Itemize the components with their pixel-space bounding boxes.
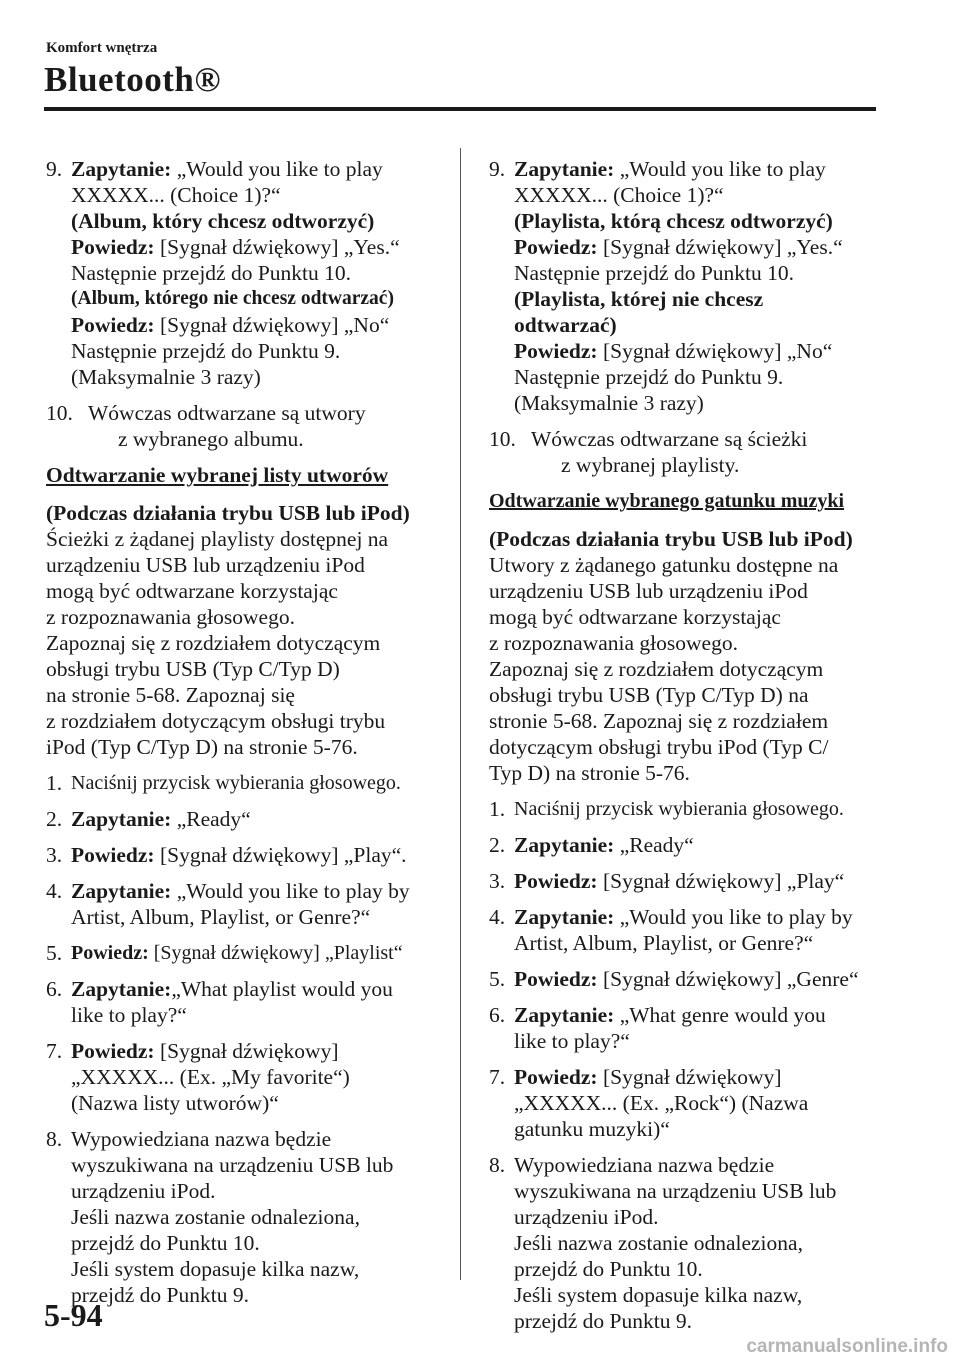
step-number: 8. xyxy=(46,1127,63,1151)
prompt-text: „What genre would you xyxy=(614,1003,826,1027)
say-text: [Sygnał dźwiękowy] „Play“ xyxy=(597,869,845,893)
intro-line: iPod (Typ C/Typ D) na stronie 5-76. xyxy=(46,735,358,759)
intro-line: na stronie 5-68. Zapoznaj się xyxy=(46,683,295,707)
step-text: przejdź do Punktu 9. xyxy=(71,1283,249,1307)
step-text: przejdź do Punktu 10. xyxy=(71,1231,260,1255)
step-text: Naciśnij przycisk wybierania głosowego. xyxy=(71,772,401,794)
left-step-5 xyxy=(46,940,446,966)
mode-condition: (Podczas działania trybu USB lub iPod) xyxy=(489,527,853,551)
next-step-text: Następnie przejdź do Punktu 10. xyxy=(514,261,795,285)
prompt-text: „Would you like to play xyxy=(171,157,383,181)
step-text: Wówczas odtwarzane są ścieżki xyxy=(531,427,808,451)
prompt-label: Zapytanie: xyxy=(71,157,172,181)
step-text: wyszukiwana na urządzeniu USB lub xyxy=(514,1179,837,1203)
step-number: 10. xyxy=(46,401,73,425)
prompt-text-cont: XXXXX... (Choice 1)?“ xyxy=(71,183,281,207)
say-text: [Sygnał dźwiękowy] „Playlist“ xyxy=(148,942,403,964)
step-text: urządzeniu iPod. xyxy=(514,1205,659,1229)
say-text: [Sygnał dźwiękowy] xyxy=(597,1065,782,1089)
column-divider xyxy=(460,148,461,1280)
say-label: Powiedz: xyxy=(71,843,155,867)
left-step-10 xyxy=(46,400,446,452)
step-text: Wówczas odtwarzane są utwory xyxy=(88,401,366,425)
step-number: 10. xyxy=(489,427,516,451)
prompt-label: Zapytanie: xyxy=(71,977,172,1001)
left-step-1 xyxy=(46,770,446,796)
prompt-label: Zapytanie: xyxy=(71,807,172,831)
prompt-label: Zapytanie: xyxy=(514,905,615,929)
intro-line: obsługi trybu USB (Typ C/Typ D) na xyxy=(489,683,809,707)
step-text: Jeśli nazwa zostanie odnaleziona, xyxy=(514,1231,803,1255)
prompt-text-cont: like to play?“ xyxy=(514,1029,630,1053)
next-step-text: Następnie przejdź do Punktu 10. xyxy=(71,261,352,285)
right-step-7 xyxy=(489,1064,889,1142)
prompt-text: „Would you like to play xyxy=(614,157,826,181)
right-step-10 xyxy=(489,426,889,478)
intro-line: Utwory z żądanego gatunku dostępne na xyxy=(489,553,839,577)
section-label: Komfort wnętrza xyxy=(46,40,158,56)
next-step-text: Następnie przejdź do Punktu 9. xyxy=(71,339,341,363)
intro-line: stronie 5-68. Zapoznaj się z rozdziałem xyxy=(489,709,829,733)
step-text-cont: z wybranej playlisty. xyxy=(561,453,740,477)
say-text-cont: „XXXXX... (Ex. „My favorite“) xyxy=(71,1065,350,1089)
intro-line: mogą być odtwarzane korzystając xyxy=(46,579,338,603)
step-number: 4. xyxy=(489,905,506,929)
say-text-cont: gatunku muzyki)“ xyxy=(514,1117,670,1141)
step-text-cont: z wybranego albumu. xyxy=(118,427,304,451)
max-repeat-text: (Maksymalnie 3 razy) xyxy=(71,365,261,389)
prompt-text-cont: like to play?“ xyxy=(71,1003,187,1027)
step-text: Jeśli system dopasuje kilka nazw, xyxy=(514,1283,803,1307)
prompt-label: Zapytanie: xyxy=(514,833,615,857)
say-text: [Sygnał dźwiękowy] „Yes.“ xyxy=(597,235,843,259)
say-text: [Sygnał dźwiękowy] „Yes.“ xyxy=(154,235,400,259)
chapter-title: Bluetooth® xyxy=(44,60,221,99)
step-number: 6. xyxy=(46,977,63,1001)
step-number: 5. xyxy=(46,941,63,965)
prompt-text-cont: Artist, Album, Playlist, or Genre?“ xyxy=(71,905,371,929)
left-step-8 xyxy=(46,1126,446,1308)
step-number: 2. xyxy=(489,833,506,857)
intro-line: z rozpoznawania głosowego. xyxy=(489,631,738,655)
right-step-4 xyxy=(489,904,889,956)
intro-line: urządzeniu USB lub urządzeniu iPod xyxy=(489,579,808,603)
condition-yes: (Playlista, którą chcesz odtworzyć) xyxy=(514,209,833,233)
section-heading: Odtwarzanie wybranego gatunku muzyki xyxy=(489,490,845,512)
left-step-6 xyxy=(46,976,446,1028)
left-step-3 xyxy=(46,842,446,868)
step-number: 3. xyxy=(46,843,63,867)
max-repeat-text: (Maksymalnie 3 razy) xyxy=(514,391,704,415)
say-label: Powiedz: xyxy=(71,1039,155,1063)
intro-line: urządzeniu USB lub urządzeniu iPod xyxy=(46,553,365,577)
right-step-2 xyxy=(489,832,889,858)
section-heading: Odtwarzanie wybranej listy utworów xyxy=(46,463,389,487)
prompt-label: Zapytanie: xyxy=(514,157,615,181)
say-label: Powiedz: xyxy=(514,1065,598,1089)
step-number: 6. xyxy=(489,1003,506,1027)
say-text: [Sygnał dźwiękowy] „Genre“ xyxy=(597,967,859,991)
step-text: Jeśli system dopasuje kilka nazw, xyxy=(71,1257,360,1281)
left-step-7 xyxy=(46,1038,446,1116)
right-step-5 xyxy=(489,966,889,992)
intro-paragraph xyxy=(46,526,446,760)
prompt-text-cont: XXXXX... (Choice 1)?“ xyxy=(514,183,724,207)
prompt-text: „What playlist would you xyxy=(171,977,393,1001)
left-column xyxy=(46,156,446,1318)
intro-line: mogą być odtwarzane korzystając xyxy=(489,605,781,629)
step-number: 9. xyxy=(489,157,506,181)
step-text: wyszukiwana na urządzeniu USB lub xyxy=(71,1153,394,1177)
say-label: Powiedz: xyxy=(514,235,598,259)
step-number: 3. xyxy=(489,869,506,893)
step-number: 2. xyxy=(46,807,63,831)
say-label: Powiedz: xyxy=(514,339,598,363)
prompt-label: Zapytanie: xyxy=(514,1003,615,1027)
next-step-text: Następnie przejdź do Punktu 9. xyxy=(514,365,784,389)
intro-line: Zapoznaj się z rozdziałem dotyczącym xyxy=(489,657,824,681)
page-number: 5-94 xyxy=(44,1297,103,1333)
step-number: 9. xyxy=(46,157,63,181)
step-text: Wypowiedziana nazwa będzie xyxy=(71,1127,332,1151)
right-step-1 xyxy=(489,796,889,822)
step-number: 1. xyxy=(46,771,63,795)
intro-paragraph xyxy=(489,552,889,786)
intro-line: obsługi trybu USB (Typ C/Typ D) xyxy=(46,657,340,681)
prompt-label: Zapytanie: xyxy=(71,879,172,903)
say-text-cont: „XXXXX... (Ex. „Rock“) (Nazwa xyxy=(514,1091,809,1115)
prompt-text: „Ready“ xyxy=(171,807,251,831)
step-number: 5. xyxy=(489,967,506,991)
say-text: [Sygnał dźwiękowy] xyxy=(154,1039,339,1063)
intro-line: Zapoznaj się z rozdziałem dotyczącym xyxy=(46,631,381,655)
left-step-2 xyxy=(46,806,446,832)
prompt-text-cont: Artist, Album, Playlist, or Genre?“ xyxy=(514,931,814,955)
prompt-text: „Would you like to play by xyxy=(171,879,410,903)
prompt-text: „Would you like to play by xyxy=(614,905,853,929)
intro-line: dotyczącym obsługi trybu iPod (Typ C/ xyxy=(489,735,829,759)
step-text: Jeśli nazwa zostanie odnaleziona, xyxy=(71,1205,360,1229)
step-text: przejdź do Punktu 9. xyxy=(514,1309,692,1333)
header-rule xyxy=(44,107,876,111)
right-step-8 xyxy=(489,1152,889,1334)
step-text: Wypowiedziana nazwa będzie xyxy=(514,1153,775,1177)
say-label: Powiedz: xyxy=(71,942,149,964)
say-label: Powiedz: xyxy=(514,869,598,893)
say-label: Powiedz: xyxy=(71,235,155,259)
say-label: Powiedz: xyxy=(71,313,155,337)
say-text-cont: (Nazwa listy utworów)“ xyxy=(71,1091,279,1115)
condition-no: (Album, którego nie chcesz odtwarzać) xyxy=(71,288,394,309)
watermark: carmanualsonline.info xyxy=(746,1336,948,1357)
step-text: przejdź do Punktu 10. xyxy=(514,1257,703,1281)
say-label: Powiedz: xyxy=(514,967,598,991)
right-step-6 xyxy=(489,1002,889,1054)
step-number: 8. xyxy=(489,1153,506,1177)
prompt-text: „Ready“ xyxy=(614,833,694,857)
say-text: [Sygnał dźwiękowy] „No“ xyxy=(154,313,390,337)
condition-yes: (Album, który chcesz odtworzyć) xyxy=(71,209,375,233)
intro-line: Ścieżki z żądanej playlisty dostępnej na xyxy=(46,527,389,551)
step-number: 1. xyxy=(489,797,506,821)
intro-line: z rozpoznawania głosowego. xyxy=(46,605,295,629)
left-step-9 xyxy=(46,156,446,390)
intro-line: z rozdziałem dotyczącym obsługi trybu xyxy=(46,709,386,733)
mode-condition: (Podczas działania trybu USB lub iPod) xyxy=(46,501,410,525)
right-step-9 xyxy=(489,156,889,416)
step-text: Naciśnij przycisk wybierania głosowego. xyxy=(514,798,844,820)
right-step-3 xyxy=(489,868,889,894)
left-step-4 xyxy=(46,878,446,930)
say-text: [Sygnał dźwiękowy] „No“ xyxy=(597,339,833,363)
step-number: 7. xyxy=(46,1039,63,1063)
step-number: 4. xyxy=(46,879,63,903)
step-text: urządzeniu iPod. xyxy=(71,1179,216,1203)
step-number: 7. xyxy=(489,1065,506,1089)
right-column xyxy=(489,156,889,1344)
condition-no: (Playlista, której nie chcesz xyxy=(514,287,764,311)
condition-no-cont: odtwarzać) xyxy=(514,313,617,337)
say-text: [Sygnał dźwiękowy] „Play“. xyxy=(154,843,407,867)
intro-line: Typ D) na stronie 5-76. xyxy=(489,761,690,785)
